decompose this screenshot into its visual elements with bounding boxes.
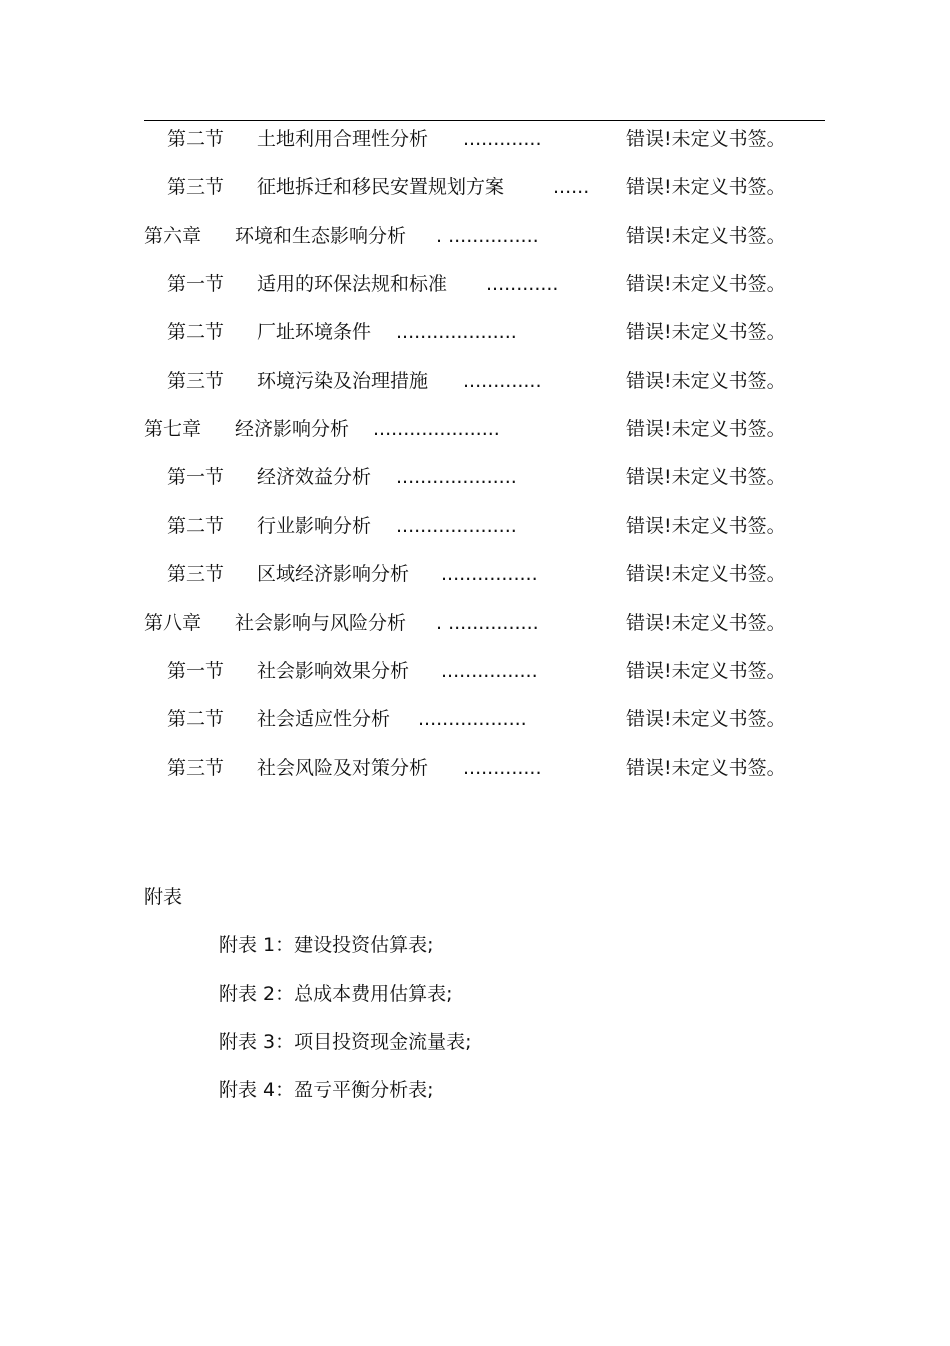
toc-entry-number: 第二节 <box>167 708 225 730</box>
toc-entry-page: 错误!未定义书签。 <box>626 708 786 730</box>
toc-entry-leader: .................. <box>418 708 527 730</box>
toc-entry-number: 第七章 <box>144 418 202 440</box>
toc-entry[interactable] <box>0 753 950 783</box>
top-rule <box>144 120 825 121</box>
toc-entry[interactable] <box>0 511 950 541</box>
toc-entry-title: 社会风险及对策分析 <box>257 757 429 779</box>
toc-entry-page: 错误!未定义书签。 <box>626 370 786 392</box>
toc-entry-leader: ............ <box>486 273 559 295</box>
toc-entry-number: 第三节 <box>167 176 225 198</box>
toc-entry-leader: .................... <box>396 466 517 488</box>
toc-entry[interactable] <box>0 704 950 734</box>
toc-entry-number: 第二节 <box>167 128 225 150</box>
toc-entry-title: 征地拆迁和移民安置规划方案 <box>257 176 505 198</box>
toc-entry-title: 环境和生态影响分析 <box>235 225 407 247</box>
appendix-item: 附表 2：总成本费用估算表; <box>219 983 453 1005</box>
appendix-heading: 附表 <box>144 886 183 908</box>
toc-entry-title: 社会适应性分析 <box>257 708 391 730</box>
appendix-item: 附表 3：项目投资现金流量表; <box>219 1031 472 1053</box>
toc-entry-number: 第二节 <box>167 515 225 537</box>
toc-entry-number: 第二节 <box>167 321 225 343</box>
toc-entry-page: 错误!未定义书签。 <box>626 612 786 634</box>
toc-entry-title: 经济效益分析 <box>257 466 372 488</box>
toc-entry-leader: . ............... <box>436 612 539 634</box>
toc-entry[interactable] <box>0 366 950 396</box>
toc-entry[interactable] <box>0 172 950 202</box>
toc-entry-leader: ............. <box>463 757 542 779</box>
toc-entry-leader: ............. <box>463 370 542 392</box>
toc-entry-title: 厂址环境条件 <box>257 321 372 343</box>
toc-entry[interactable] <box>0 462 950 492</box>
toc-entry-page: 错误!未定义书签。 <box>626 515 786 537</box>
toc-entry-number: 第三节 <box>167 757 225 779</box>
toc-entry[interactable] <box>0 221 950 251</box>
toc-entry-title: 社会影响效果分析 <box>257 660 410 682</box>
toc-entry-number: 第一节 <box>167 273 225 295</box>
toc-entry-leader: ...... <box>553 176 590 198</box>
toc-entry-title: 社会影响与风险分析 <box>235 612 407 634</box>
appendix-item: 附表 4：盈亏平衡分析表; <box>219 1079 434 1101</box>
toc-entry-leader: ............. <box>463 128 542 150</box>
toc-entry-title: 区域经济影响分析 <box>257 563 410 585</box>
toc-entry-title: 经济影响分析 <box>235 418 350 440</box>
toc-entry[interactable] <box>0 656 950 686</box>
toc-entry[interactable] <box>0 559 950 589</box>
toc-entry-title: 土地利用合理性分析 <box>257 128 429 150</box>
toc-entry-page: 错误!未定义书签。 <box>626 128 786 150</box>
toc-entry-leader: . ............... <box>436 225 539 247</box>
toc-entry[interactable] <box>0 269 950 299</box>
toc-entry-page: 错误!未定义书签。 <box>626 418 786 440</box>
toc-entry-title: 行业影响分析 <box>257 515 372 537</box>
toc-entry[interactable] <box>0 414 950 444</box>
toc-entry-number: 第六章 <box>144 225 202 247</box>
toc-entry-number: 第一节 <box>167 660 225 682</box>
toc-entry[interactable] <box>0 317 950 347</box>
toc-entry-page: 错误!未定义书签。 <box>626 757 786 779</box>
toc-entry-leader: ..................... <box>373 418 500 440</box>
toc-entry-page: 错误!未定义书签。 <box>626 563 786 585</box>
toc-entry-title: 环境污染及治理措施 <box>257 370 429 392</box>
toc-entry-number: 第八章 <box>144 612 202 634</box>
toc-entry-leader: .................... <box>396 515 517 537</box>
toc-entry[interactable] <box>0 608 950 638</box>
toc-entry-number: 第三节 <box>167 563 225 585</box>
toc-entry-page: 错误!未定义书签。 <box>626 660 786 682</box>
toc-entry-page: 错误!未定义书签。 <box>626 176 786 198</box>
toc-entry-number: 第一节 <box>167 466 225 488</box>
toc-entry-page: 错误!未定义书签。 <box>626 321 786 343</box>
toc-entry-number: 第三节 <box>167 370 225 392</box>
toc-entry-leader: ................ <box>441 660 538 682</box>
toc-entry-page: 错误!未定义书签。 <box>626 273 786 295</box>
toc-entry-title: 适用的环保法规和标准 <box>257 273 448 295</box>
toc-entry-page: 错误!未定义书签。 <box>626 466 786 488</box>
toc-entry-leader: .................... <box>396 321 517 343</box>
toc-entry-leader: ................ <box>441 563 538 585</box>
toc-entry[interactable] <box>0 124 950 154</box>
appendix-item: 附表 1：建设投资估算表; <box>219 934 434 956</box>
toc-entry-page: 错误!未定义书签。 <box>626 225 786 247</box>
